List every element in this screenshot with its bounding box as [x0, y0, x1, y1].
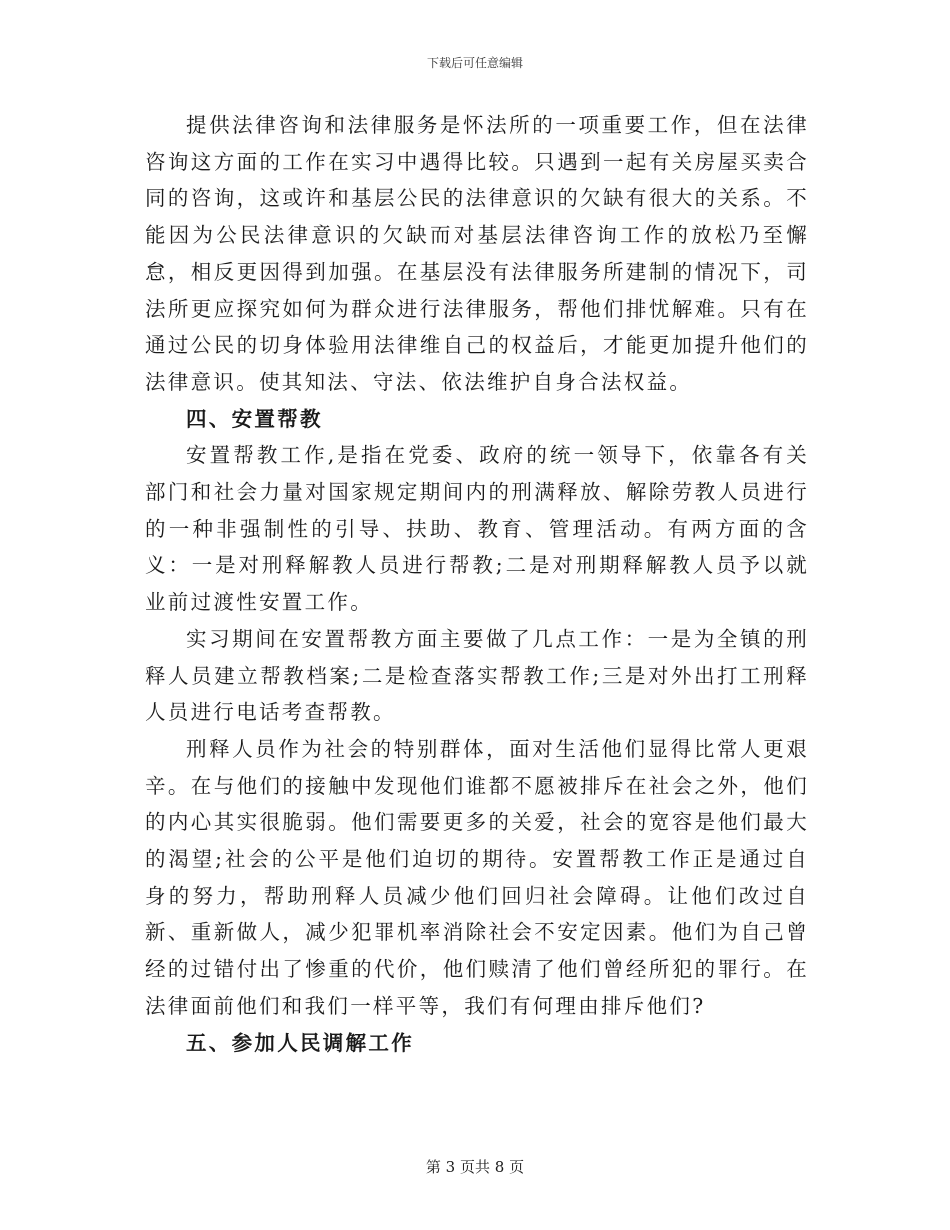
- paragraph-legal-consulting: 提供法律咨询和法律服务是怀法所的一项重要工作，但在法律咨询这方面的工作在实习中遇得比较。只遇到一起有关房屋买卖合同的咨询，这或许和基层公民的法律意识的欠缺有很大的关系。不能因为公民法律意识的欠缺而对基层法律咨询工作的放松乃至懈怠，相反更因得到加强。在基层没有法律服务所建制的情况下，司法所更应探究如何为群众进行法律服务，帮他们排忧解难。只有在通过公民的切身体验用法律维自己的权益后，才能更加提升他们的法律意识。使其知法、守法、依法维护自身合法权益。: [145, 113, 809, 394]
- paragraph-resettlement-definition: 安置帮教工作,是指在党委、政府的统一领导下，依靠各有关部门和社会力量对国家规定期间内的刑满释放、解除劳教人员进行的一种非强制性的引导、扶助、教育、管理活动。有两方面的含义：一是对刑释解教人员进行帮教;二是对刑期释解教人员予以就业前过渡性安置工作。: [145, 443, 809, 615]
- paragraph-released-persons: 刑释人员作为社会的特别群体，面对生活他们显得比常人更艰辛。在与他们的接触中发现他们谁都不愿被排斥在社会之外，他们的内心其实很脆弱。他们需要更多的关爱，社会的宽容是他们最大的渴望;社会的公平是他们迫切的期待。安置帮教工作正是通过自身的努力，帮助刑释人员减少他们回归社会障碍。让他们改过自新、重新做人，减少犯罪机率消除社会不安定因素。他们为自己曾经的过错付出了惨重的代价，他们赎清了他们曾经所犯的罪行。在法律面前他们和我们一样平等，我们有何理由排斥他们?: [145, 736, 809, 1018]
- section-heading-mediation: 五、参加人民调解工作: [186, 1030, 414, 1055]
- paragraph-internship-work: 实习期间在安置帮教方面主要做了几点工作：一是为全镇的刑释人员建立帮教档案;二是检查落实帮教工作;三是对外出打工刑释人员进行电话考查帮教。: [145, 626, 809, 725]
- page-number: 第 3 页共 8 页: [425, 1158, 525, 1176]
- page-header: 下载后可任意编辑: [426, 56, 523, 70]
- section-heading-resettlement: 四、安置帮教: [186, 406, 323, 431]
- document-body: [145, 107, 809, 1061]
